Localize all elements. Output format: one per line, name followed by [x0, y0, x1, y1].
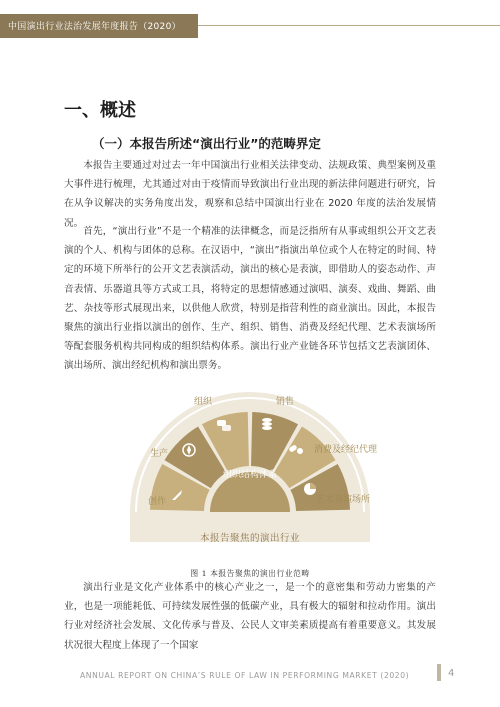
figure-caption: 图 1 本报告聚焦的演出行业范畴	[190, 569, 310, 578]
bottom-label: 本报告聚焦的演出行业	[200, 533, 301, 544]
segment-label-sales: 销售	[276, 397, 295, 407]
segment-label-consumption-agency: 消费及经纪代理	[314, 445, 378, 455]
header-title: 中国演出行业法治发展年度报告（2020）	[8, 22, 181, 32]
paragraph-definition: 首先，“演出行业”不是一个精准的法律概念，而是泛指所有从事或组织公开文艺表演的个人、机构与团体的总称。在汉语中，“演出”指演出单位或个人在特定的时间、特定的环境下所举行的公开文艺表演活动，演出的核心是表演，即借助人的姿态动作、声音表情、乐器道具等方式或工具，将特定的思想情感通过演唱、演奏、戏曲、舞蹈、曲艺、杂技等形式展现出来，以供他人欣赏，特别是指营利性的商业演出。因此，本报告聚焦的演出行业指以演出的创作、生产、组织、销售、消费及经纪代理、艺术表演场所等配套服务机构共同构成的组织结构体系。演出行业产业链各环节包括文艺表演团体、演出场所、演出经纪机构和演出票务。	[64, 226, 436, 372]
quill-pen-icon	[170, 488, 184, 502]
segment-label-organize: 组织	[194, 397, 213, 407]
paragraph-industry-significance: 演出行业是文化产业体系中的核心产业之一，是一个的意密集和劳动力密集的产业，也是一项能耗低、可持续发展性强的低碳产业，具有极大的辐射和拉动作用。演出行业对经济社会发展、文化传承与普及、公民人文审美素质提高有着重要意义。其发展状况很大程度上体现了一个国家	[64, 582, 436, 651]
pie-chart-icon	[303, 482, 317, 496]
page-number: 4	[448, 668, 455, 679]
center-label: 组织结构体系	[223, 470, 278, 480]
section-title: 一、概述	[64, 100, 136, 121]
pills-icon	[288, 442, 304, 456]
coin-stack-icon	[260, 416, 274, 432]
diagram-graphic	[116, 378, 384, 550]
chat-bubbles-icon	[216, 419, 232, 433]
segment-label-venues: 艺术表演场所	[316, 495, 371, 505]
footer-mark	[437, 664, 441, 681]
industry-scope-diagram	[116, 378, 384, 550]
subsection-title: （一）本报告所述“演出行业”的范畴界定	[92, 136, 321, 151]
header-rule	[198, 25, 500, 26]
page-header	[0, 0, 500, 46]
footer-report-title: ANNUAL REPORT ON CHINA’S RULE OF LAW IN PERFORMING MARKET (2020)	[80, 671, 410, 680]
compass-icon	[182, 443, 196, 457]
segment-label-produce: 生产	[150, 449, 169, 459]
segment-label-create: 创作	[148, 497, 167, 507]
paragraph-intro: 本报告主要通过对过去一年中国演出行业相关法律变动、法规政策、典型案例及重大事件进行梳理，尤其通过对由于疫情而导致演出行业出现的新法律问题进行研究，旨在从争议解决的实务角度出发，观察和总结中国演出行业在 2020 年度的法治发展情况。	[64, 160, 436, 229]
